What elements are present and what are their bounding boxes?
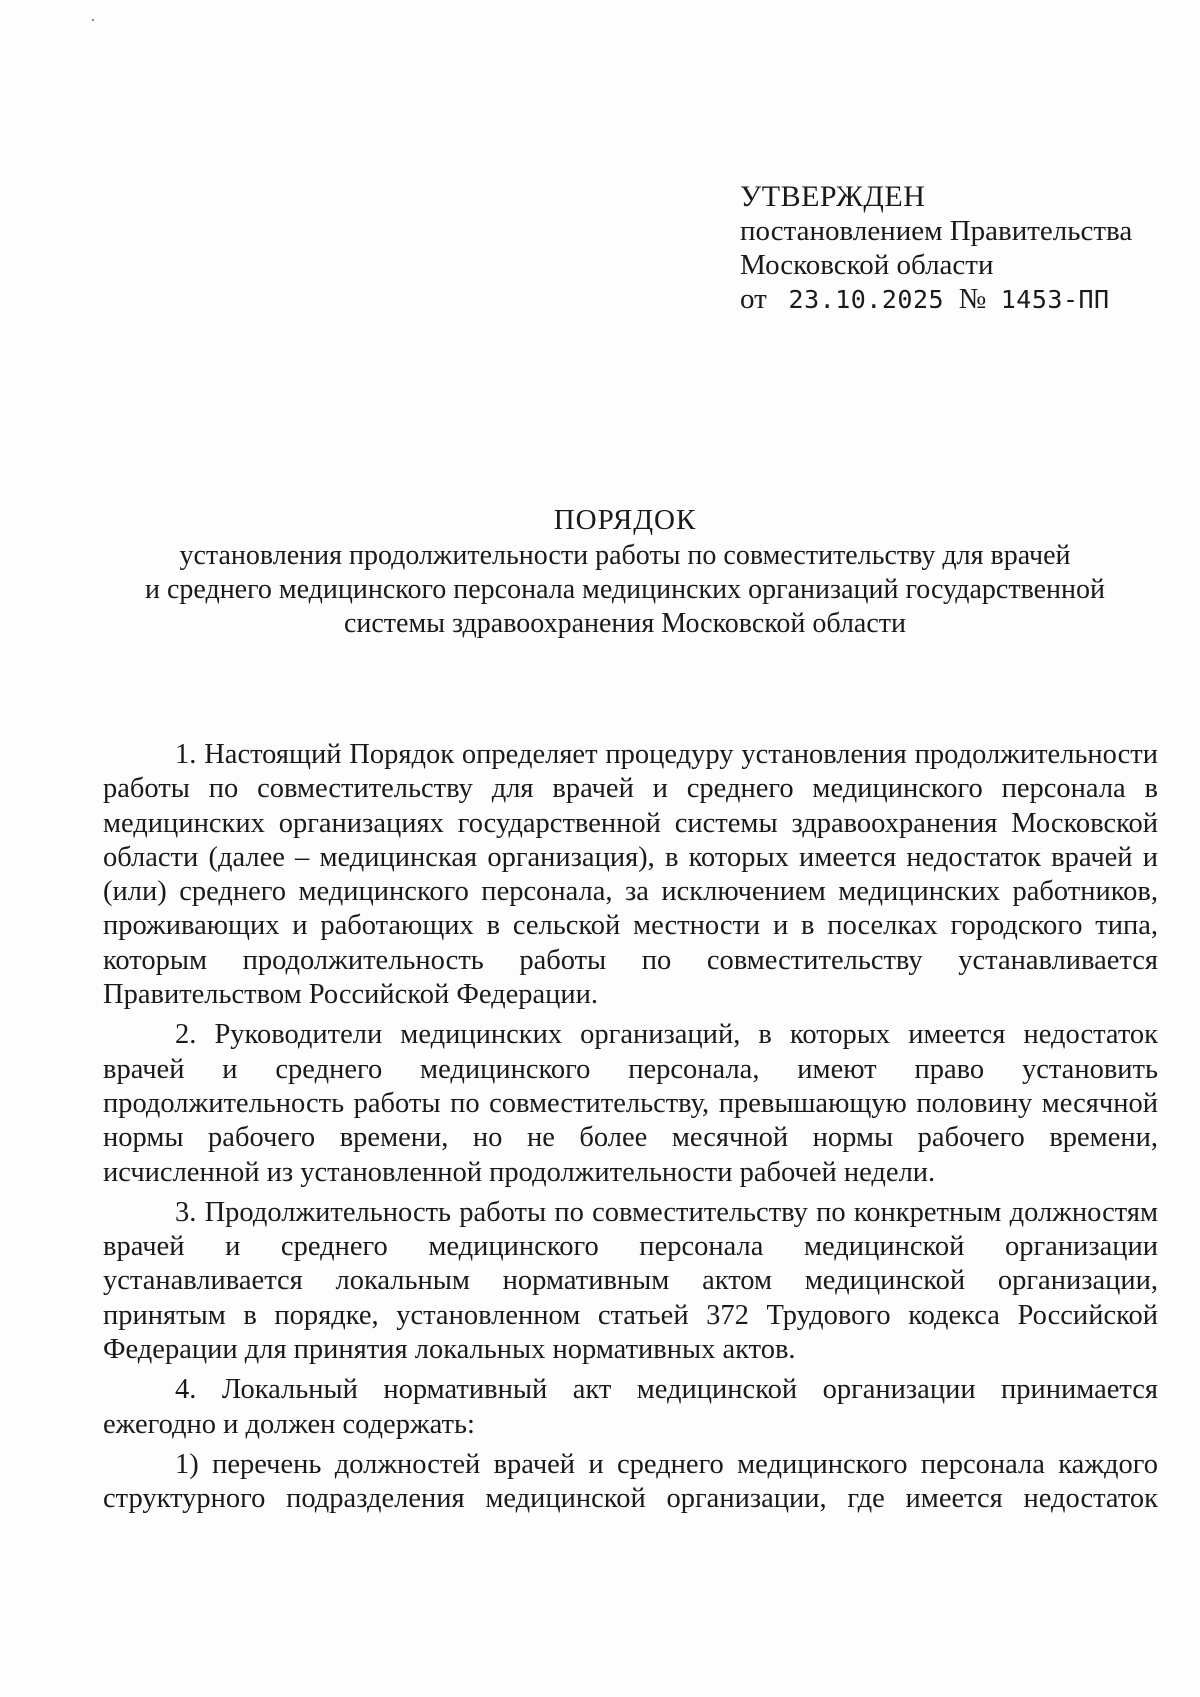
paragraph-1: 1. Настоящий Порядок определяет процедуру установления продолжительности работы по совместительству для врачей и среднего медицинского персонала в медицинских организациях государственной системы здравоохранения Московской области (далее – медицинская организация), в которых имеется недостаток врачей и (или) среднего медицинского персонала, за исключением медицинских работников, проживающих и работающих в сельской местности и в поселках городского типа, которым продолжительность работы по совместительству устанавливается Правительством Российской Федерации. xyxy=(103,739,1158,1011)
date-prefix: от xyxy=(740,283,767,315)
approval-stamp xyxy=(740,180,1132,317)
approval-line-2: Московской области xyxy=(740,249,994,281)
approval-date-line xyxy=(740,282,1132,317)
approval-number: 1453-ПП xyxy=(1000,285,1110,314)
title-subtitle-line-2: и среднего медицинского персонала медицинских организаций государственной xyxy=(144,574,1106,605)
document-body xyxy=(103,738,1158,1523)
approval-line-1: постановлением Правительства xyxy=(740,215,1133,247)
number-sign: № xyxy=(958,283,987,315)
approval-date: 23.10.2025 xyxy=(788,285,945,314)
title-subtitle-line-1: установления продолжительности работы по совместительству для врачей xyxy=(179,540,1071,571)
title-main: ПОРЯДОК xyxy=(553,504,697,536)
paragraph-2: 2. Руководители медицинских организаций, в которых имеется недостаток врачей и среднего медицинского персонала, имеют право установить продолжительность работы по совместительству, превышающую половину месячной нормы рабочего времени, но не более месячной нормы рабочего времени, исчисленной из установленной продолжительности рабочей недели. xyxy=(103,1019,1158,1188)
paragraph-4-item-1: 1) перечень должностей врачей и среднего медицинского персонала каждого структурного подразделения медицинской организации, где имеется недостаток xyxy=(103,1448,1158,1515)
approval-heading: УТВЕРЖДЕН xyxy=(740,180,926,213)
scan-speck xyxy=(92,19,94,21)
title-subtitle-line-3: системы здравоохранения Московской области xyxy=(343,608,907,639)
paragraph-4: 4. Локальный нормативный акт медицинской организации принимается ежегодно и должен содержать: xyxy=(103,1374,1158,1440)
paragraph-3: 3. Продолжительность работы по совместительству по конкретным должностям врачей и среднего медицинского персонала медицинской организации устанавливается локальным нормативным актом медицинской организации, принятым в порядке, установленном статьей 372 Трудового кодекса Российской Федерации для принятия локальных нормативных актов. xyxy=(103,1196,1158,1366)
document-title xyxy=(100,503,1150,641)
